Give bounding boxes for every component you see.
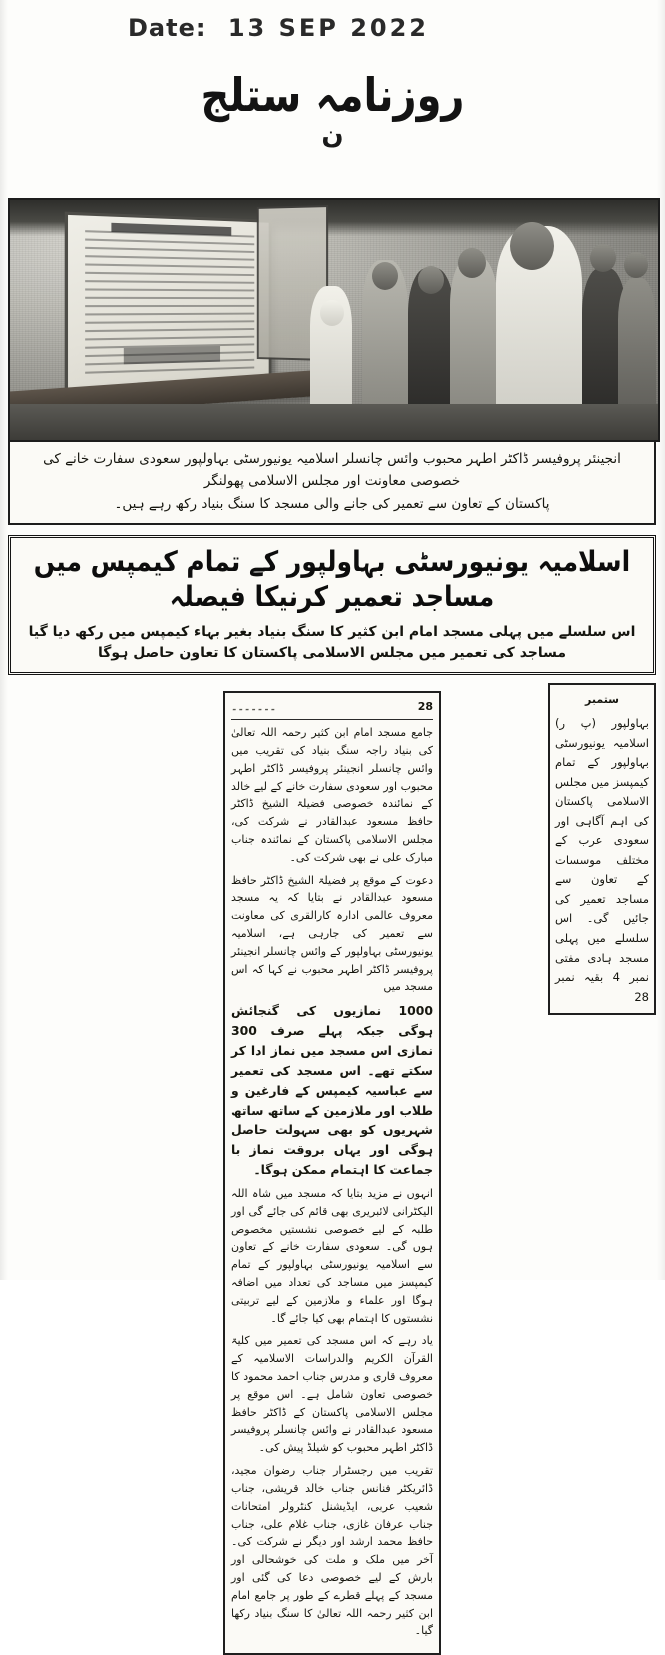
person-head: [320, 300, 344, 326]
date-value: 13 SEP 2022: [227, 14, 430, 42]
ceremony-photo: [8, 198, 660, 442]
column-header: [231, 698, 433, 720]
foundation-plaque: [65, 212, 272, 395]
photo-caption-line-2: پاکستان کے تعاون سے تعمیر کی جانے والی مسجد کا سنگ بنیاد رکھ رہے ہیں۔: [114, 495, 550, 512]
scan-edge-left: [0, 0, 8, 1280]
person-head: [590, 244, 616, 272]
kicker-column: [548, 683, 656, 1015]
plaque-seal: [124, 346, 220, 364]
article-columns: [8, 683, 656, 1638]
person-figure: [618, 278, 656, 418]
article-clipping: [8, 198, 656, 1638]
kicker-tag: ستمبر: [584, 693, 619, 707]
masthead-subtitle: ن: [321, 120, 344, 150]
photo-caption: [8, 442, 656, 525]
masthead: [0, 69, 665, 150]
body-paragraph: جامع مسجد امام ابن کثیر رحمہ اللہ تعالیٰ کی بنیاد راجہ سنگ بنیاد کی تقریب میں وائس چانسلر انجینئر پروفیسر ڈاکٹر اطہر محبوب اور سعودی سفارت خانے کے لیے خالد کے نمائندہ خصوصی فضیلۃ الشیخ ڈاکٹر حافظ مسعود عبدالقادر نے شرکت کی، مجلس الاسلامی پاکستان کے نمائندہ جناب مبارک علی نے بھی شرکت کی۔: [231, 726, 433, 864]
person-head: [372, 262, 398, 290]
person-figure: [450, 256, 498, 418]
main-speaker-head: [510, 222, 554, 270]
headline: اسلامیہ یونیورسٹی بہاولپور کے تمام کیمپس میں مساجد تعمیر کرنیکا فیصلہ: [33, 545, 631, 613]
date-stamp: [128, 14, 429, 42]
person-head: [624, 252, 648, 278]
headline-box: [8, 535, 656, 676]
body-paragraph: انہوں نے مزید بتایا کہ مسجد میں شاہ اللہ الیکٹرانی لائبریری بھی قائم کی جائے گی اور طلبہ کے لیے خصوصی نشستیں مخصوص ہوں گی۔ سعودی سفارت خانے کے تعاون سے اسلامیہ یونیورسٹی بہاولپور کے تمام کیمپسز میں مساجد کی تعداد میں اضافہ ہوگا اور علماء و ملازمین کے لیے تربیتی نشستوں کا اہتمام بھی کیا جائے گا۔: [231, 1186, 433, 1325]
kicker-text: بہاولپور (پ ر) اسلامیہ یونیورسٹی بہاولپور کے تمام کیمپسز میں مجلس الاسلامی پاکستان کی اہم آگاہی اور سعودی عرب کے مختلف موسسات کے تعاون سے مساجد تعمیر کی جائیں گی۔ اس سلسلے میں پہلی مسجد ہادی مفتی نمبر 4 بقیہ نمبر 28: [555, 715, 650, 1004]
body-paragraph: یاد رہے کہ اس مسجد کی تعمیر میں کلیۃ القرآن الکریم والدراسات الاسلامیہ کے معروف قاری و مدرس جناب احمد محمود کا خصوصی تعاون شامل ہے۔ اس موقع پر مجلس الاسلامی پاکستان کے ڈاکٹر حافظ مسعود عبدالقادر نے وائس چانسلر پروفیسر ڈاکٹر اطہر محبوب کو شیلڈ پیش کی۔: [231, 1334, 433, 1455]
person-head: [458, 248, 486, 278]
date-label: Date:: [128, 14, 207, 42]
masthead-title: روزنامہ ستلج: [200, 69, 465, 123]
body-paragraph: تقریب میں رجسٹرار جناب رضوان مجید، ڈائریکٹر فنانس جناب خالد قریشی، جناب شعیب عربی، ایڈیشنل کنٹرولر امتحانات جناب عرفان غازی، جناب غلام علی، جناب حافظ محمد ارشد اور دیگر نے شرکت کی۔ آخر میں ملک و ملت کی خوشحالی اور بارش کے لیے خصوصی دعا کی گئی اور مسجد کے پہلے قطرے کے طور پر جامع امام ابن کثیر رحمہ اللہ تعالیٰ کا سنگ بنیاد رکھا گیا۔: [231, 1464, 433, 1638]
body-paragraph-highlight: 1000 نمازیوں کی گنجائش ہوگی جبکہ پہلے صرف 300 نمازی اس مسجد میں نماز ادا کر سکتے تھے۔ اس مسجد کی تعمیر سے عباسیہ کیمپس کے فارغین و طلاب اور ملازمین کے ساتھ ساتھ شہریوں کو بھی سہولت حاصل ہوگی اور یہاں بروقت نماز با جماعت کا اہتمام ممکن ہوگا۔: [231, 1003, 433, 1178]
subheadline: اس سلسلے میں پہلی مسجد امام ابن کثیر کا سنگ بنیاد بغیر بہاء کیمپس میں رکھ دیا گیا مساجد کی تعمیر میں مجلس الاسلامی پاکستان کا تعاون حاصل ہوگا: [28, 624, 636, 662]
photo-caption-line-1: انجینئر پروفیسر ڈاکٹر اطہر محبوب وائس چانسلر اسلامیہ یونیورسٹی بہاولپور سعودی سفارت خانے کی خصوصی معاونت اور مجلس الاسلامی پھولنگر: [43, 451, 621, 490]
body-column: [223, 691, 441, 1655]
person-head: [418, 266, 444, 294]
body-paragraph: دعوت کے موقع پر فضیلۃ الشیخ ڈاکٹر حافظ مسعود عبدالقادر نے بتایا کہ یہ مسجد معروف عالمی ادارہ کارالقری کی معاونت سے تعمیر کی جارہی ہے، اسلامیہ یونیورسٹی بہاولپور کے وائس چانسلر انجینئر پروفیسر ڈاکٹر اطہر محبوب نے کہا کہ اس مسجد میں: [231, 873, 433, 994]
scan-edge-right: [657, 0, 665, 1280]
photo-foreground: [10, 404, 658, 440]
page-number: 28: [417, 700, 433, 714]
column-dots: ۔۔۔۔۔۔۔: [231, 700, 277, 714]
